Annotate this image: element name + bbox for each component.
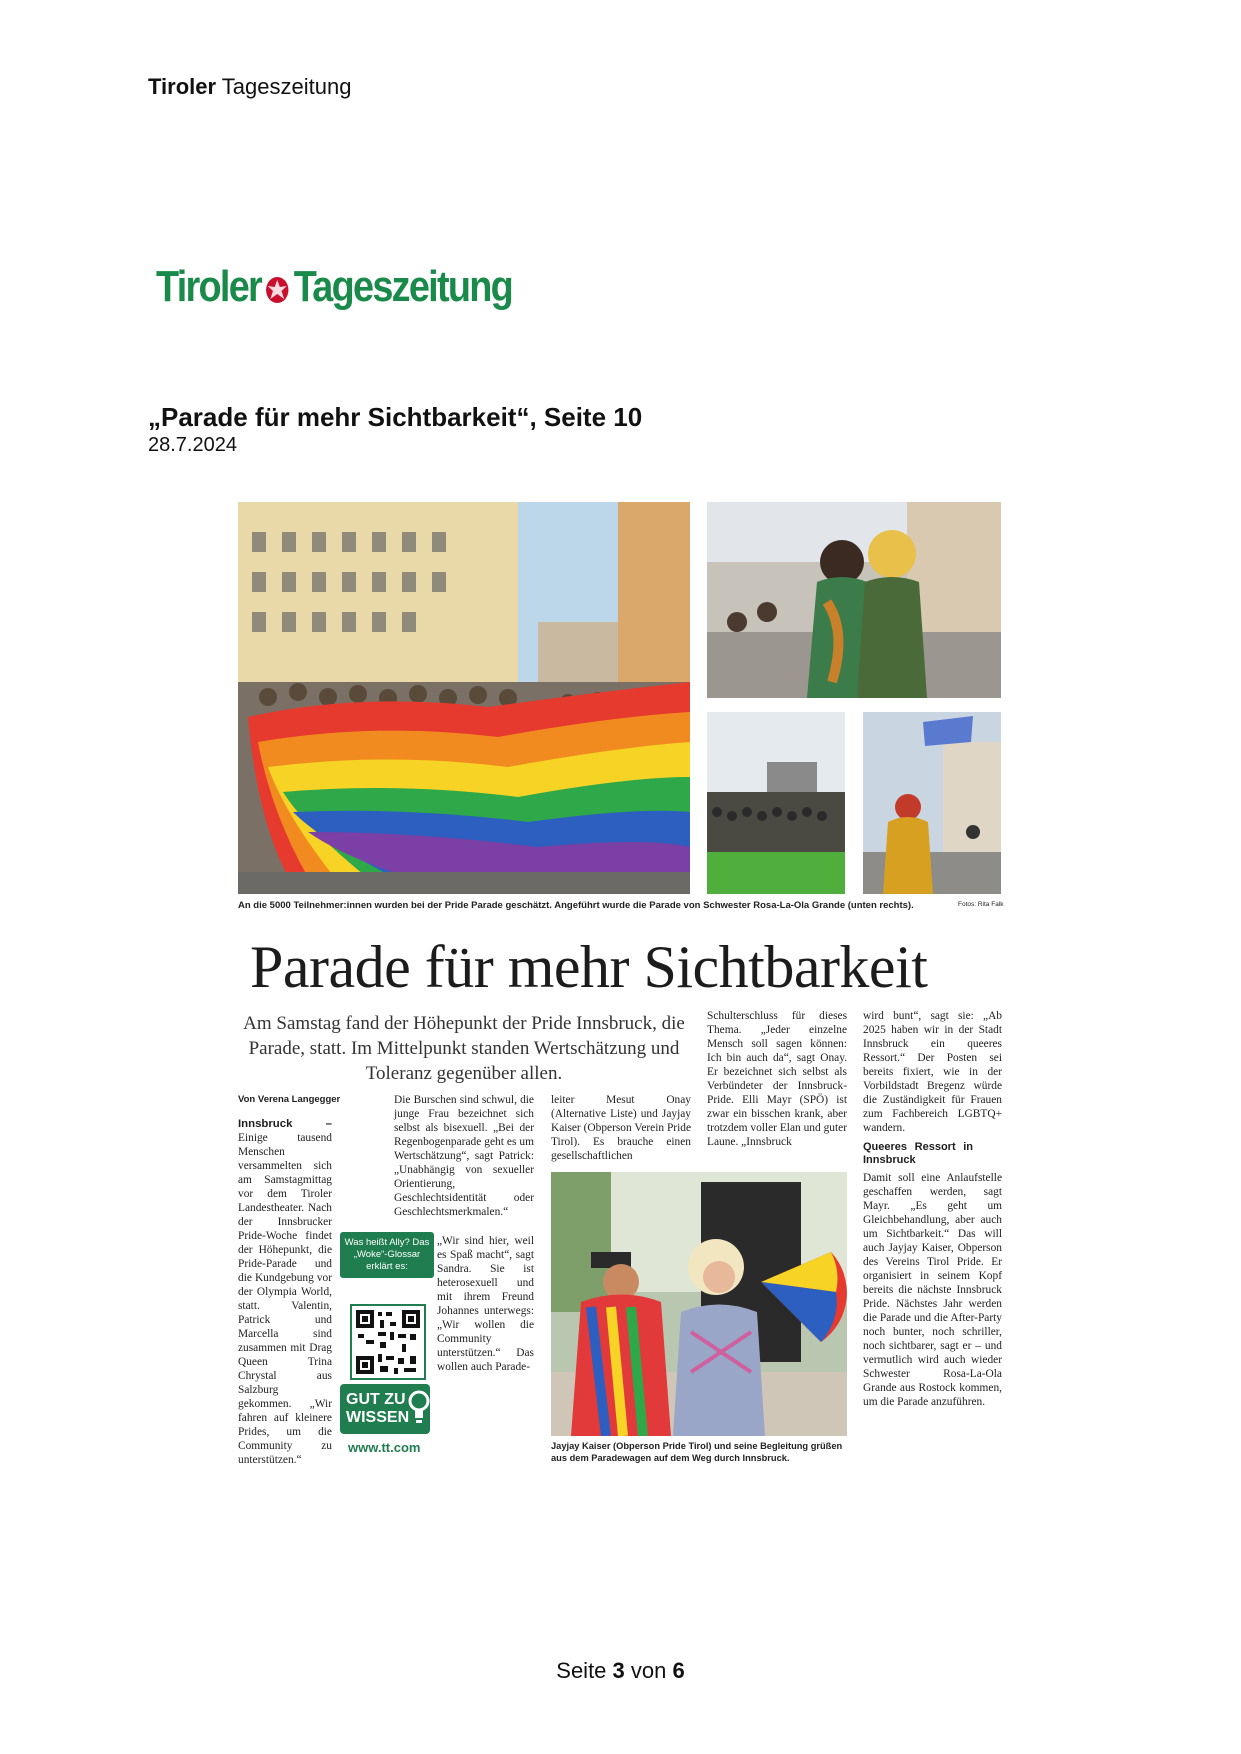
parade-crowd-photo <box>707 712 845 894</box>
footer-total-pages: 6 <box>672 1658 685 1683</box>
logo-left-text: Tiroler <box>156 262 262 311</box>
qr-code[interactable] <box>350 1304 426 1380</box>
section-subhead: Queeres Ressort in Innsbruck <box>863 1141 973 1166</box>
parade-wagon-photo <box>551 1172 847 1436</box>
photo-caption: An die 5000 Teilnehmer:innen wurden bei der Pride Parade geschätzt. Angeführt wurde die Parade von Schwester Rosa-La-Ola Grande (unten rechts). <box>238 900 914 911</box>
logo-right-text: Tageszeitung <box>293 262 513 311</box>
column-1-text: Einige tausend Menschen versammelten sich am Samstagmittag vor dem Tiroler Landestheater. Nach der Innsbrucker Pride-Woche findet der Höhepunkt, die Pride-Parade und die Kundgebung vor der Olympia World, statt. Valentin, Patrick und Marcella sind zusammen mit Drag Queen Trina Chrystal aus Salzburg gekommen. „Wir fahren auf kleinere Prides, um die Community zu unterstützen.“ <box>238 1132 332 1466</box>
document-header <box>148 74 351 100</box>
tt-website-link[interactable]: www.tt.com <box>348 1440 421 1455</box>
glossary-question: Was heißt Ally? Das „Woke“-Glossar erklärt es: <box>344 1237 430 1272</box>
column-5-text-bottom: Damit soll eine Anlaufstelle geschaffen werden, sagt Mayr. „Es geht um Gleichbehandlung, aber auch um Sichtbarkeit.“ Das will auch Jayjay Kaiser, Obperson des Vereins Tirol Pride. Er organisiert in seinem Kopf bereits die nächste Innsbruck Pride. Nächstes Jahr werden die Parade und die After-Party noch bunter, noch schriller, noch sichtbarer, sagt er – und vermutlich wird auch wieder Schwester Rosa-La-Ola Grande aus Rostock kommen, um die Parade anzuführen. <box>863 1172 1002 1408</box>
newspaper-logo <box>156 262 512 312</box>
eagle-icon <box>264 275 290 305</box>
column-4 <box>707 1009 847 1149</box>
wagon-photo-caption: Jayjay Kaiser (Obperson Pride Tirol) und seine Begleitung grüßen aus dem Paradewagen auf dem Weg durch Innsbruck. <box>551 1441 843 1463</box>
article-reference-title: „Parade für mehr Sichtbarkeit“, Seite 10 <box>148 402 643 432</box>
lightbulb-icon <box>408 1388 430 1428</box>
header-brand-bold: Tiroler <box>148 74 217 99</box>
column-3 <box>551 1093 691 1163</box>
main-parade-photo <box>238 502 690 894</box>
header-brand-rest: Tageszeitung <box>216 74 352 99</box>
footer-page-number: 3 <box>612 1658 625 1683</box>
column-2-text-bottom: „Wir sind hier, weil es Spaß macht“, sagt Sandra. Sie ist heterosexuell und mit ihrem Freund Johannes unterwegs: „Wir wollen die Community unterstützen.“ Das wollen auch Parade- <box>437 1235 534 1373</box>
gut-zu-wissen-badge <box>340 1384 430 1434</box>
column-2-text-top: Die Burschen sind schwul, die junge Frau bezeichnet sich selbst als bisexuell. „Bei der Regenbogenparade geht es um Wertschätzung“, sagt Patrick: „Unabhängig von sexueller Orientierung, Geschlechtsidentität oder Geschlechtsmerkmalen.“ <box>394 1094 534 1218</box>
headline: Parade für mehr Sichtbarkeit <box>250 934 928 1000</box>
article-date: 28.7.2024 <box>148 434 237 456</box>
rosa-la-ola-photo <box>863 712 1001 894</box>
wissen-label: WISSEN <box>346 1409 410 1426</box>
page-footer <box>0 1658 1241 1684</box>
column-2 <box>394 1093 534 1219</box>
qr-code-icon <box>352 1306 424 1378</box>
column-2-lower <box>437 1234 534 1374</box>
column-4-text: Schulterschluss für dieses Thema. „Jeder einzelne Mensch soll sagen können: Ich bin auch da“, sagt Onay. Er bezeichnet sich selbst als Verbündeter der Innsbruck-Pride. Elli Mayr (SPÖ) ist zwar ein bisschen krank, aber trotzdem voller Elan und guter Laune. „Innsbruck <box>707 1010 847 1148</box>
gut-zu-label: GUT ZU <box>346 1391 406 1408</box>
column-3-text: leiter Mesut Onay (Alternative Liste) und Jayjay Kaiser (Obperson Verein Pride Tirol). Es brauche einen gesellschaftlichen <box>551 1094 691 1162</box>
column-5-text-top: wird bunt“, sagt sie: „Ab 2025 haben wir in der Stadt Innsbruck ein queeres Ressort.“ Der Posten sei bereits fixiert, wie in der Vorbildstadt Bregenz würde die Zuständigkeit für Frauen zum Fachbereich LGBTQ+ wandern. <box>863 1010 1002 1134</box>
drag-queens-photo <box>707 502 1001 698</box>
photo-credit: Fotos: Rita Falk <box>958 901 1004 908</box>
glossary-teaser <box>340 1232 434 1278</box>
column-1 <box>238 1093 341 1467</box>
dateline: Innsbruck – <box>238 1118 332 1130</box>
footer-prefix: Seite <box>556 1658 613 1683</box>
byline: Von Verena Langegger <box>238 1094 341 1105</box>
lead-paragraph: Am Samstag fand der Höhepunkt der Pride Innsbruck, die Parade, statt. Im Mittelpunkt standen Wertschätzung und Toleranz gegenüber allen. <box>243 1013 685 1084</box>
footer-mid: von <box>624 1658 673 1683</box>
column-5 <box>863 1009 1002 1409</box>
